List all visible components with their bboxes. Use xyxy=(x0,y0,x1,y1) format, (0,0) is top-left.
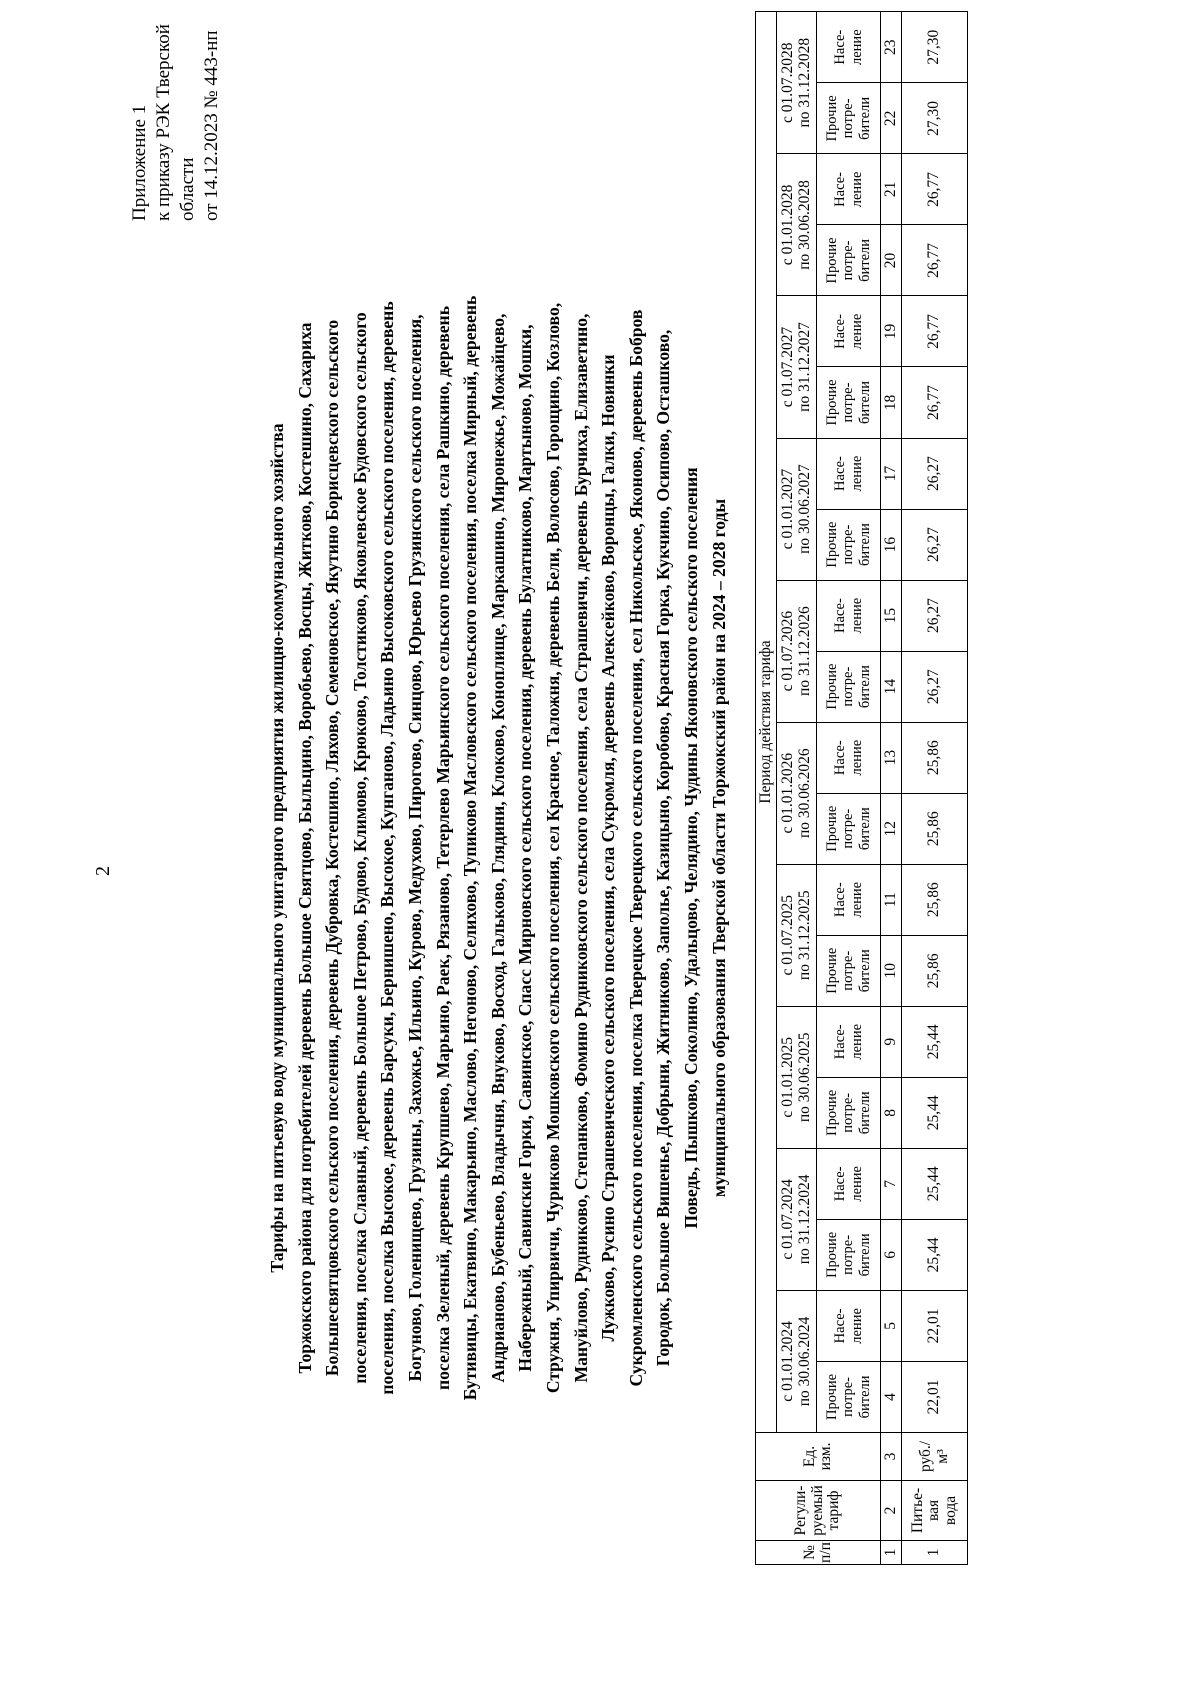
period-dates-text: с 01.07.2026 по 31.12.2026 xyxy=(779,606,813,696)
title-line: Андрианово, Бубеньево, Владычня, Внуково, Восход, Гальково, Глядини, Клоково, Коноплище, Маркашино, Миронежье, Можайцево, xyxy=(487,313,508,1383)
sub-header-population: Насе- ление xyxy=(817,154,881,225)
tariff-value: 26,77 xyxy=(902,225,968,296)
period-dates xyxy=(777,1290,817,1432)
column-number: 8 xyxy=(881,1077,902,1148)
tariff-value: 25,86 xyxy=(902,864,968,935)
title-line: Набережный, Савинские Горки, Савинское, Спасс Мирновского сельского поселения, деревень Булатниково, Мартыново, Мошки, xyxy=(515,324,536,1372)
period-dates xyxy=(777,12,817,154)
sub-header-population: Насе- ление xyxy=(817,438,881,509)
period-dates-text: с 01.01.2026 по 30.06.2026 xyxy=(779,748,813,839)
period-dates xyxy=(777,1006,817,1148)
sub-header-other: Прочие потре- бители xyxy=(817,1219,881,1290)
tariff-value: 26,27 xyxy=(902,651,968,722)
sub-header-population: Насе- ление xyxy=(817,864,881,935)
sub-header-population: Насе- ление xyxy=(817,1290,881,1361)
column-number: 15 xyxy=(881,580,902,651)
tariff-value: 25,86 xyxy=(902,722,968,793)
tariff-value: 26,77 xyxy=(902,154,968,225)
row-number: 1 xyxy=(902,1541,968,1565)
tariff-value: 25,44 xyxy=(902,1006,968,1077)
sub-header-other: Прочие потре- бители xyxy=(817,651,881,722)
column-number: 2 xyxy=(881,1480,902,1540)
period-dates xyxy=(777,438,817,580)
title-line: Тарифы на питьевую воду муниципального унитарного предприятия жилищно-коммунального хозяйства xyxy=(267,423,287,1273)
period-dates-text: с 01.01.2028 по 30.06.2028 xyxy=(779,180,813,270)
tariff-value: 22,01 xyxy=(902,1290,968,1361)
sub-header-population: Насе- ление xyxy=(817,722,881,793)
title-line: Бутивицы, Екатвино, Макарьино, Маслово, Негоново, Селихово, Тупиково Масловского сельского поселения, поселка Мирный, деревень xyxy=(460,295,481,1401)
tariff-value: 26,77 xyxy=(902,296,968,367)
column-number: 13 xyxy=(881,722,902,793)
period-dates xyxy=(777,722,817,864)
period-dates-text: с 01.01.2025 по 30.06.2025 xyxy=(779,1032,813,1123)
column-number: 4 xyxy=(881,1361,902,1432)
tariff-value: 22,01 xyxy=(902,1361,968,1432)
row-unit: руб./ м³ xyxy=(902,1432,968,1480)
sub-header-population: Насе- ление xyxy=(817,1148,881,1219)
title-line: Лужково, Русино Страшевического сельского поселения, села Сукромля, деревень Алексейково, Воронцы, Галки, Новинки xyxy=(598,354,619,1342)
sub-header-population: Насе- ление xyxy=(817,580,881,651)
title-line: Большесвятцовского сельского поселения, деревень Дубровка, Костешино, Ляхово, Семеновское, Якутино Борисцевского сельского xyxy=(322,319,343,1377)
appendix-line: Приложение 1 xyxy=(129,104,150,221)
column-number: 3 xyxy=(881,1432,902,1480)
header-unit: Ед. изм. xyxy=(756,1432,881,1480)
sub-header-other: Прочие потре- бители xyxy=(817,83,881,154)
column-number: 7 xyxy=(881,1148,902,1219)
column-number: 21 xyxy=(881,154,902,225)
title-line: Богуново, Голенищево, Грузины, Захожье, Ильино, Курово, Медухово, Пирогово, Синцово, Юрьево Грузинского сельского поселения, xyxy=(404,314,425,1382)
row-name: Питье- вая вода xyxy=(902,1480,968,1540)
sub-header-other: Прочие потре- бители xyxy=(817,1077,881,1148)
tariff-value: 25,44 xyxy=(902,1077,968,1148)
title-line: Стружня, Упирвичи, Чуриково Мошковского сельского поселения, сел Красное, Таложня, деревень Бели, Волосово, Горощино, Козлово, xyxy=(542,302,563,1394)
tariff-value: 25,86 xyxy=(902,793,968,864)
tariff-value: 25,86 xyxy=(902,935,968,1006)
column-number: 12 xyxy=(881,793,902,864)
period-dates xyxy=(777,296,817,438)
appendix-block xyxy=(128,0,224,221)
title-line: поселения, поселка Высокое, деревень Барсуки, Бернишено, Высокое, Кунганово, Ладьино Высоковского сельского поселения, деревень xyxy=(377,301,398,1395)
tariff-value: 26,27 xyxy=(902,438,968,509)
period-dates-text: с 01.01.2024 по 30.06.2024 xyxy=(779,1316,813,1407)
column-number: 20 xyxy=(881,225,902,296)
title-line: Торжокского района для потребителей деревень Большое Святцово, Быльцино, Воробьево, Восцы, Житково, Костешино, Сахариха xyxy=(294,322,315,1374)
sub-header-population: Насе- ление xyxy=(817,296,881,367)
period-dates-text: с 01.07.2028 по 31.12.2028 xyxy=(779,37,813,128)
tariff-value: 26,27 xyxy=(902,580,968,651)
period-dates xyxy=(777,154,817,296)
period-dates xyxy=(777,1148,817,1290)
tariff-value: 25,44 xyxy=(902,1219,968,1290)
header-period: Период действия тарифа xyxy=(756,12,777,1433)
tariff-value: 27,30 xyxy=(902,83,968,154)
tariff-value: 27,30 xyxy=(902,12,968,83)
sub-header-other: Прочие потре- бители xyxy=(817,1361,881,1432)
appendix-line: к приказу РЭК Тверской области xyxy=(153,24,198,221)
title-line: Мануйлово, Рудниково, Степанково, Фомино Рудниковского сельского поселения, села Страшевичи, деревень Бурчиха, Елизаветино, xyxy=(570,313,591,1383)
period-dates-text: с 01.01.2027 по 30.06.2027 xyxy=(779,464,813,554)
header-no: № п/п xyxy=(756,1541,881,1565)
column-number: 9 xyxy=(881,1006,902,1077)
sub-header-other: Прочие потре- бители xyxy=(817,509,881,580)
title-line: Поведь, Пышково, Соколино, Удальцово, Челядино, Чудины Яконовского сельского поселения xyxy=(680,467,701,1229)
column-number: 14 xyxy=(881,651,902,722)
period-dates-text: с 01.07.2027 по 31.12.2027 xyxy=(779,322,813,412)
column-number: 22 xyxy=(881,83,902,154)
appendix-line: от 14.12.2023 № 443-нп xyxy=(201,30,222,221)
title-line: поселка Зеленый, деревень Крупшево, Марьино, Раек, Рязаново, Тетерлево Марьинского сельского поселения, села Рашкино, деревень xyxy=(432,305,453,1391)
sub-header-population: Насе- ление xyxy=(817,12,881,83)
tariff-value: 25,44 xyxy=(902,1148,968,1219)
sub-header-other: Прочие потре- бители xyxy=(817,225,881,296)
sub-header-other: Прочие потре- бители xyxy=(817,935,881,1006)
header-regulated-tariff: Регули- руемый тариф xyxy=(756,1480,881,1540)
tariff-table xyxy=(755,11,968,1565)
column-number: 16 xyxy=(881,509,902,580)
column-number: 10 xyxy=(881,935,902,1006)
column-number: 18 xyxy=(881,367,902,438)
period-dates-text: с 01.07.2025 по 31.12.2025 xyxy=(779,890,813,981)
page-number: 2 xyxy=(92,866,114,876)
period-dates-text: с 01.07.2024 по 31.12.2024 xyxy=(779,1174,813,1265)
sub-header-other: Прочие потре- бители xyxy=(817,793,881,864)
period-dates xyxy=(777,864,817,1006)
tariff-value: 26,27 xyxy=(902,509,968,580)
column-number: 17 xyxy=(881,438,902,509)
title-line: поселения, поселка Славный, деревень Большое Петрово, Будово, Климово, Крюково, Толстиково, Яковлевское Будовского сельского xyxy=(349,312,370,1384)
column-number: 11 xyxy=(881,864,902,935)
sub-header-population: Насе- ление xyxy=(817,1006,881,1077)
title-line: Сукромленского сельского поселения, поселка Тверецкое Тверецкого сельского поселения, сел Никольское, Яконово, деревень Бобров xyxy=(625,309,646,1387)
column-number: 23 xyxy=(881,12,902,83)
column-number: 6 xyxy=(881,1219,902,1290)
sub-header-other: Прочие потре- бители xyxy=(817,367,881,438)
title-line: Городок, Большое Вишенье, Добрыни, Житниково, Заполье, Казицыно, Коробово, Красная Горка, Кукчино, Осипово, Осташково, xyxy=(653,329,674,1367)
document-title xyxy=(264,60,733,1636)
column-number: 19 xyxy=(881,296,902,367)
period-dates xyxy=(777,580,817,722)
title-line: муниципального образования Тверской области Торжокский район на 2024 – 2028 годы xyxy=(708,498,729,1198)
column-number: 5 xyxy=(881,1290,902,1361)
column-number: 1 xyxy=(881,1541,902,1565)
tariff-value: 26,77 xyxy=(902,367,968,438)
